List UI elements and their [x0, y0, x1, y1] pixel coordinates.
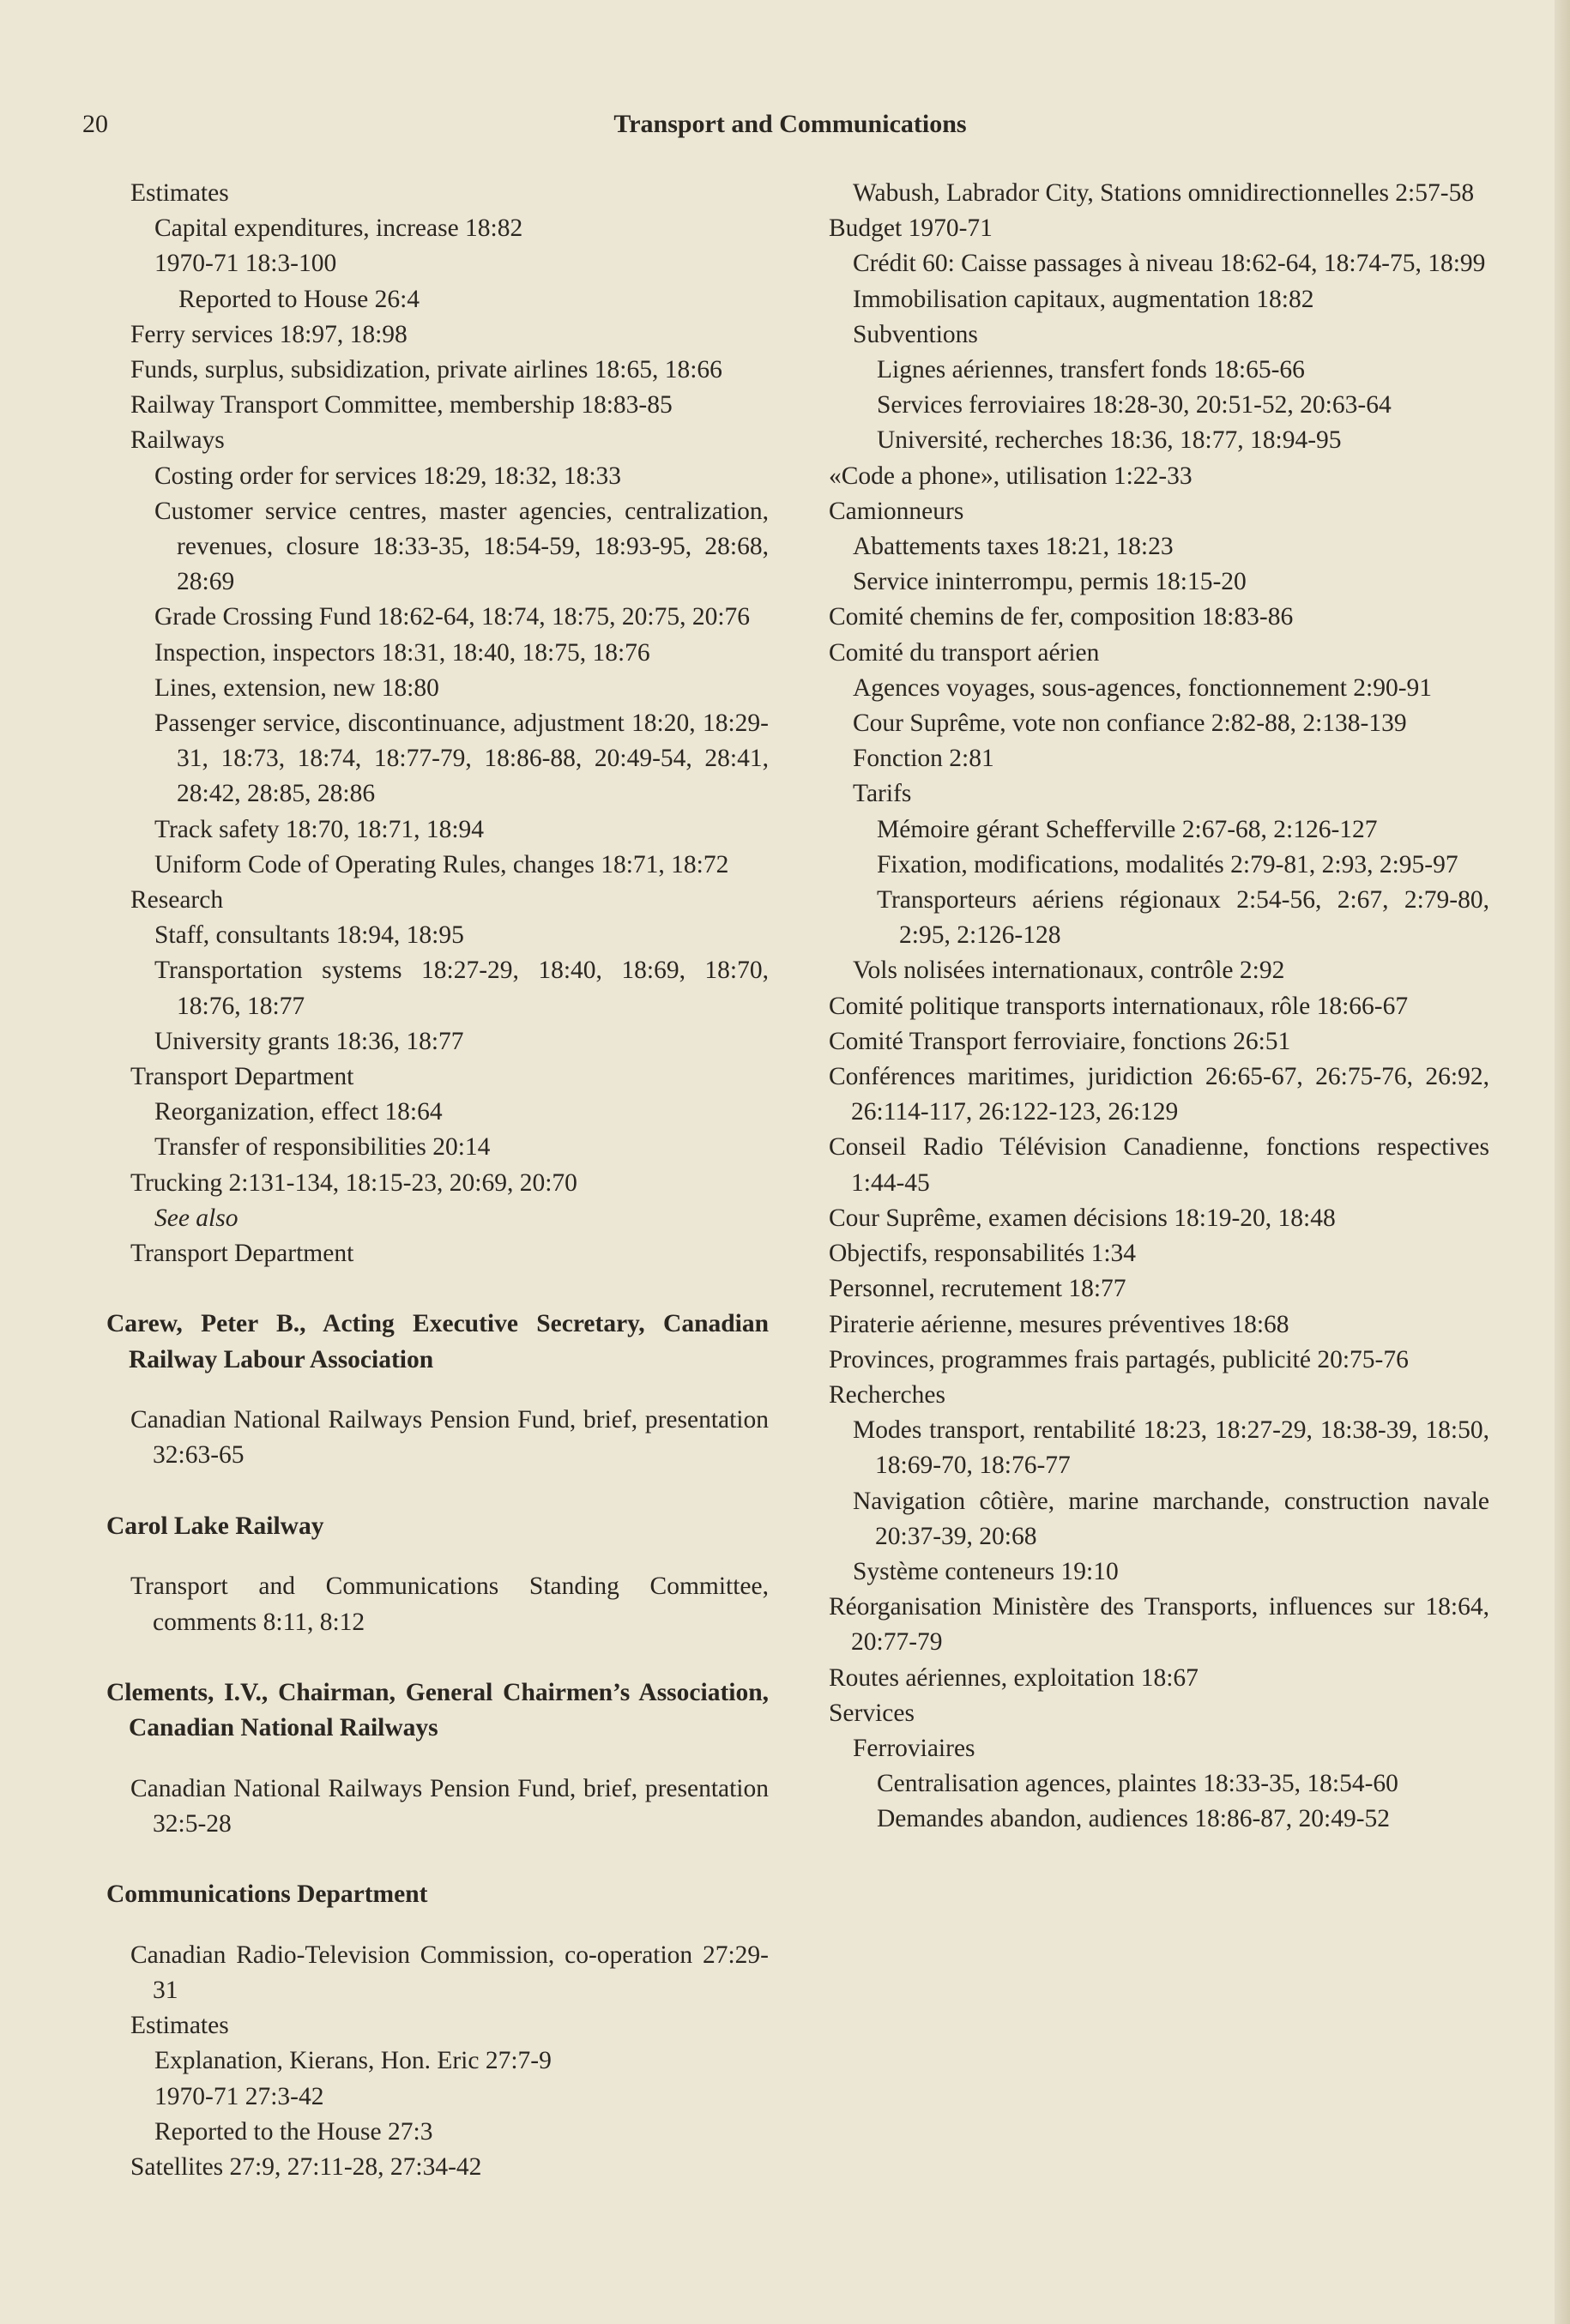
index-entry: Cour Suprême, examen décisions 18:19-20, 18:48: [829, 1204, 1336, 1232]
index-entry: Centralisation agences, plaintes 18:33-35, 18:54-60: [877, 1770, 1398, 1798]
index-entry: Estimates: [130, 2012, 229, 2040]
index-entry: Grade Crossing Fund 18:62-64, 18:74, 18:75, 20:75, 20:76: [154, 603, 751, 631]
index-entry: Comité du transport aérien: [829, 638, 1100, 667]
index-heading: Clements, I.V., Chairman, General Chairmen’s Association, Canadian National Railways: [106, 1678, 769, 1741]
index-entry: Réorganisation Ministère des Transports, influences sur 18:64, 20:77-79: [829, 1593, 1489, 1657]
index-entry: Railway Transport Committee, membership 18:83-85: [130, 391, 673, 420]
index-entry: Uniform Code of Operating Rules, changes 18:71, 18:72: [154, 850, 729, 878]
index-entry: Recherches: [829, 1380, 945, 1409]
index-entry: Vols nolisées internationaux, contrôle 2:92: [853, 957, 1285, 985]
index-entry: Services ferroviaires 18:28-30, 20:51-52, 20:63-64: [877, 391, 1392, 420]
right-index-column: [829, 176, 1489, 1838]
index-entry: Transportation systems 18:27-29, 18:40, 18:69, 18:70, 18:76, 18:77: [154, 957, 769, 1020]
index-entry: Reorganization, effect 18:64: [154, 1098, 443, 1126]
index-entry: Costing order for services 18:29, 18:32, 18:33: [154, 462, 622, 490]
index-entry: Railways: [130, 426, 225, 455]
index-entry: Reported to House 26:4: [178, 285, 420, 313]
page-header: [82, 110, 1498, 144]
index-entry: Wabush, Labrador City, Stations omnidirectionnelles 2:57-58: [853, 179, 1475, 207]
index-entry: Fonction 2:81: [853, 745, 994, 773]
index-entry: Satellites 27:9, 27:11-28, 27:34-42: [130, 2152, 482, 2181]
index-entry: Système conteneurs 19:10: [853, 1557, 1119, 1585]
index-entry: Funds, surplus, subsidization, private airlines 18:65, 18:66: [130, 356, 722, 384]
index-entry: Explanation, Kierans, Hon. Eric 27:7-9: [154, 2047, 552, 2075]
index-entry: Comité politique transports internationaux, rôle 18:66-67: [829, 992, 1409, 1020]
index-entry: Comité Transport ferroviaire, fonctions 26:51: [829, 1027, 1291, 1055]
index-heading: Carol Lake Railway: [106, 1512, 324, 1540]
index-entry: Passenger service, discontinuance, adjustment 18:20, 18:29-31, 18:73, 18:74, 18:77-79, 18:86-88, 20:49-54, 28:41, 28:42, 28:85, 28:86: [154, 709, 769, 808]
index-entry: Ferroviaires: [853, 1734, 975, 1762]
index-entry: Objectifs, responsabilités 1:34: [829, 1240, 1137, 1268]
index-entry: Université, recherches 18:36, 18:77, 18:94-95: [877, 426, 1342, 455]
index-entry: Reported to the House 27:3: [154, 2117, 433, 2146]
index-entry: Canadian Radio-Television Commission, co-operation 27:29-31: [130, 1941, 769, 2004]
index-entry: Abattements taxes 18:21, 18:23: [853, 533, 1174, 561]
index-entry: Research: [130, 886, 224, 915]
index-entry: Comité chemins de fer, composition 18:83-86: [829, 603, 1294, 631]
index-entry: Track safety 18:70, 18:71, 18:94: [154, 815, 485, 843]
index-entry: Trucking 2:131-134, 18:15-23, 20:69, 20:70: [130, 1168, 577, 1197]
index-entry: See also: [154, 1204, 239, 1232]
index-entry: Lines, extension, new 18:80: [154, 673, 439, 702]
index-entry: Lignes aériennes, transfert fonds 18:65-66: [877, 356, 1305, 384]
index-entry: Subventions: [853, 320, 978, 348]
index-heading: Communications Department: [106, 1880, 428, 1909]
index-entry: Conseil Radio Télévision Canadienne, fonctions respectives 1:44-45: [829, 1133, 1489, 1197]
index-entry: Transfer of responsibilities 20:14: [154, 1133, 491, 1162]
index-entry: Routes aériennes, exploitation 18:67: [829, 1663, 1199, 1692]
index-entry: Cour Suprême, vote non confiance 2:82-88, 2:138-139: [853, 709, 1407, 738]
index-entry: Services: [829, 1699, 915, 1727]
index-entry: 1970-71 18:3-100: [154, 250, 337, 278]
index-entry: 1970-71 27:3-42: [154, 2082, 324, 2110]
index-entry: Immobilisation capitaux, augmentation 18:82: [853, 285, 1314, 313]
index-entry: Canadian National Railways Pension Fund, brief, presentation 32:63-65: [130, 1406, 769, 1470]
index-entry: University grants 18:36, 18:77: [154, 1027, 464, 1055]
index-entry: Transport Department: [130, 1063, 354, 1091]
left-index-column: [106, 176, 769, 2185]
index-entry: Mémoire gérant Schefferville 2:67-68, 2:126-127: [877, 815, 1378, 843]
index-entry: Provinces, programmes frais partagés, publicité 20:75-76: [829, 1345, 1409, 1373]
index-entry: Crédit 60: Caisse passages à niveau 18:62-64, 18:74-75, 18:99: [853, 250, 1486, 278]
index-entry: Tarifs: [853, 780, 912, 808]
index-entry: Canadian National Railways Pension Fund, brief, presentation 32:5-28: [130, 1774, 769, 1838]
index-entry: Camionneurs: [829, 497, 964, 525]
index-entry: Transport and Communications Standing Committee, comments 8:11, 8:12: [130, 1572, 769, 1636]
page-edge: [1555, 0, 1570, 2324]
index-entry: Budget 1970-71: [829, 214, 993, 243]
index-entry: Navigation côtière, marine marchande, construction navale 20:37-39, 20:68: [853, 1487, 1489, 1550]
index-entry: «Code a phone», utilisation 1:22-33: [829, 462, 1193, 490]
index-entry: Transporteurs aériens régionaux 2:54-56, 2:67, 2:79-80, 2:95, 2:126-128: [877, 886, 1489, 950]
index-entry: Piraterie aérienne, mesures préventives 18:68: [829, 1310, 1289, 1338]
index-entry: Customer service centres, master agencies, centralization, revenues, closure 18:33-35, 18:54-59, 18:93-95, 28:68, 28:69: [154, 497, 769, 596]
index-entry: Inspection, inspectors 18:31, 18:40, 18:75, 18:76: [154, 638, 650, 667]
index-entry: Capital expenditures, increase 18:82: [154, 214, 523, 243]
index-entry: Conférences maritimes, juridiction 26:65-67, 26:75-76, 26:92, 26:114-117, 26:122-123, 26:129: [829, 1063, 1489, 1126]
index-entry: Estimates: [130, 179, 229, 207]
index-heading: Carew, Peter B., Acting Executive Secretary, Canadian Railway Labour Association: [106, 1310, 769, 1373]
index-entry: Staff, consultants 18:94, 18:95: [154, 921, 464, 950]
index-entry: Ferry services 18:97, 18:98: [130, 320, 408, 348]
index-entry: Service ininterrompu, permis 18:15-20: [853, 568, 1247, 596]
index-entry: Agences voyages, sous-agences, fonctionnement 2:90-91: [853, 673, 1433, 702]
running-title: Transport and Communications: [613, 110, 967, 138]
index-entry: Demandes abandon, audiences 18:86-87, 20:49-52: [877, 1805, 1391, 1833]
index-entry: Modes transport, rentabilité 18:23, 18:27-29, 18:38-39, 18:50, 18:69-70, 18:76-77: [853, 1416, 1489, 1480]
index-entry: Personnel, recrutement 18:77: [829, 1275, 1126, 1303]
page-number: 20: [82, 110, 108, 138]
index-entry: Transport Department: [130, 1240, 354, 1268]
index-entry: Fixation, modifications, modalités 2:79-81, 2:93, 2:95-97: [877, 850, 1458, 878]
